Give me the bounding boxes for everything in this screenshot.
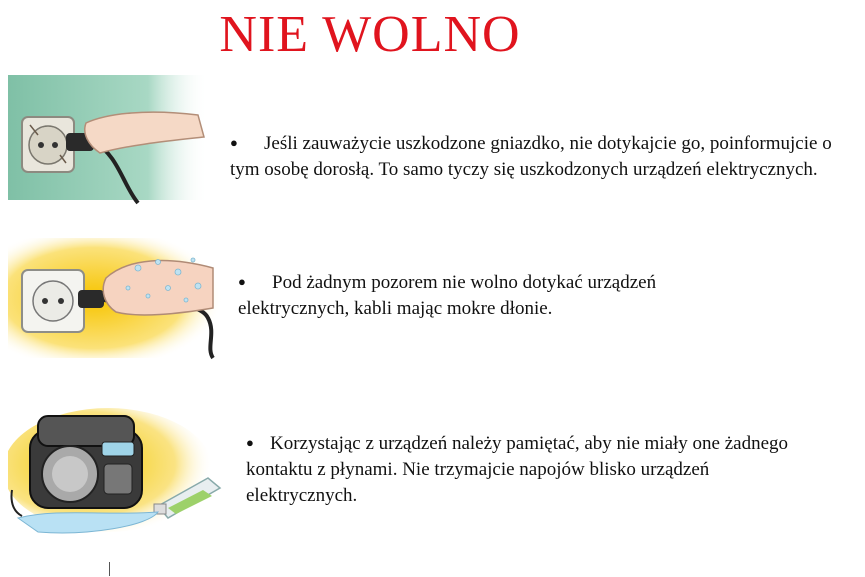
- list-item: [238, 269, 758, 322]
- item-text: Pod żadnym pozorem nie wolno dotykać urządzeń elektrycznych, kabli mając mokre dłonie.: [238, 272, 657, 319]
- radio-spilled-bottle-illustration: [8, 408, 228, 543]
- damaged-socket-plug-illustration: [8, 75, 218, 205]
- bullet-icon: ●: [246, 435, 254, 450]
- page-title: NIE WOLNO: [219, 6, 521, 63]
- list-item: [246, 430, 806, 509]
- bullet-icon: ●: [230, 135, 238, 150]
- item-text: Jeśli zauważycie uszkodzone gniazdko, nie dotykajcie go, poinformujcie o tym osobę dorosłą. To samo tyczy się uszkodzonych urządzeń elektrycznych.: [230, 133, 832, 180]
- bullet-icon: ●: [238, 274, 246, 289]
- item-text: Korzystając z urządzeń należy pamiętać, aby nie miały one żadnego kontaktu z płynami. Nie trzymajcie napojów blisko urządzeń elektrycznych.: [246, 433, 789, 506]
- text-cursor: [109, 562, 110, 576]
- list-item: [230, 130, 850, 183]
- wet-hand-plug-illustration: [8, 238, 228, 363]
